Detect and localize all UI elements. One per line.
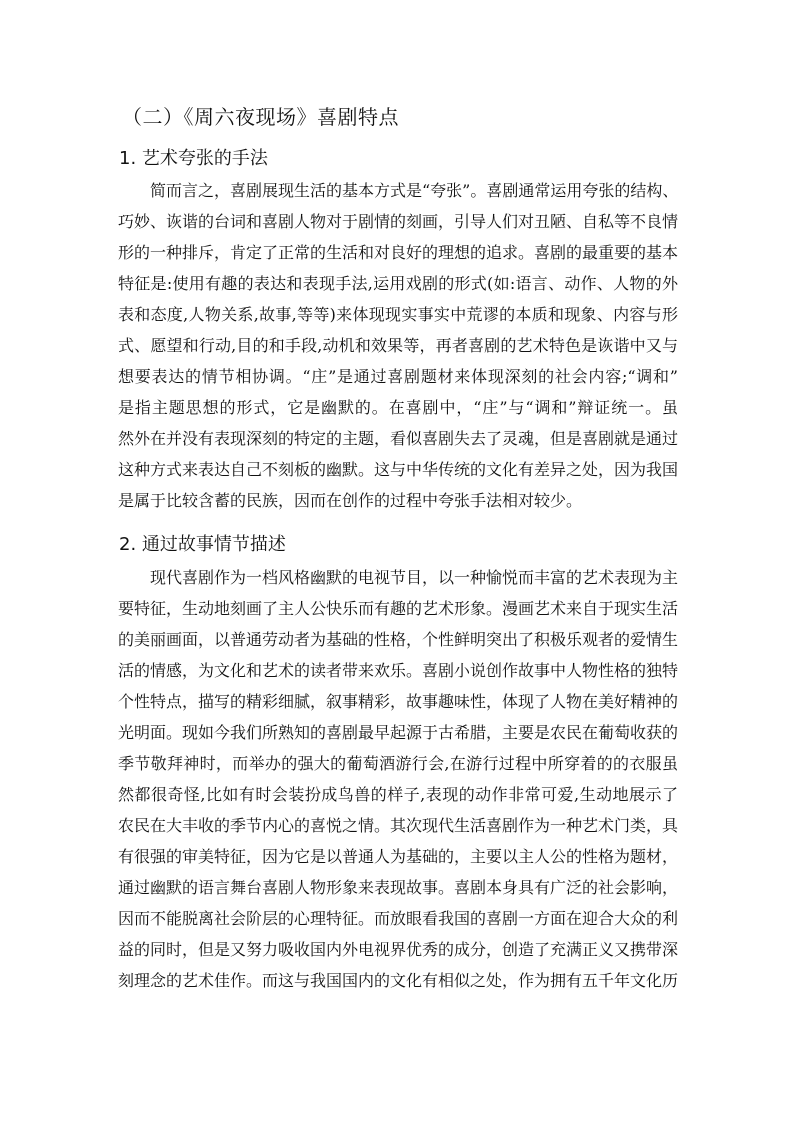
paragraph-line: 因而不能脱离社会阶层的心理特征。而放眼看我国的喜剧一方面在迎合大众的利: [118, 909, 678, 928]
paragraph-line: 简而言之，喜剧展现生活的基本方式是“夸张”。喜剧通常运用夸张的结构、: [150, 181, 678, 200]
paragraph-line: 刻理念的艺术佳作。而这与我国国内的文化有相似之处，作为拥有五千年文化历: [118, 971, 678, 990]
paragraph-line: 巧妙、诙谐的台词和喜剧人物对于剧情的刻画，引导人们对丑陋、自私等不良情: [118, 212, 678, 231]
section-title: （二）《周六夜现场》喜剧特点: [122, 105, 399, 129]
paragraph-line: 季节敬拜神时，而举办的强大的葡萄酒游行会,在游行过程中所穿着的的衣服虽: [118, 754, 678, 773]
paragraph-line: 要特征，生动地刻画了主人公快乐而有趣的艺术形象。漫画艺术来自于现实生活: [118, 599, 678, 618]
paragraph-line: 通过幽默的语言舞台喜剧人物形象来表现故事。喜剧本身具有广泛的社会影响，: [118, 878, 678, 897]
paragraph-line: 这种方式来表达自己不刻板的幽默。这与中华传统的文化有差异之处，因为我国: [118, 460, 678, 479]
paragraph-line: 特征是:使用有趣的表达和表现手法,运用戏剧的形式(如:语言、动作、人物的外: [118, 274, 678, 293]
paragraph-exaggeration: [118, 175, 678, 516]
paragraph-line: 光明面。现如今我们所熟知的喜剧最早起源于古希腊，主要是农民在葡萄收获的: [118, 723, 678, 742]
paragraph-line: 想要表达的情节相协调。“庄”是通过喜剧题材来体现深刻的社会内容;“调和”: [118, 367, 678, 386]
subheading-story-plot: 2. 通过故事情节描述: [119, 534, 286, 555]
paragraph-line: 有很强的审美特征，因为它是以普通人为基础的，主要以主人公的性格为题材，: [118, 847, 678, 866]
paragraph-line: 的美丽画面，以普通劳动者为基础的性格，个性鲜明突出了积极乐观者的爱情生: [118, 630, 678, 649]
paragraph-line: 形的一种排斥，肯定了正常的生活和对良好的理想的追求。喜剧的最重要的基本: [118, 243, 678, 262]
paragraph-line: 益的同时，但是又努力吸收国内外电视界优秀的成分，创造了充满正义又携带深: [118, 940, 678, 959]
paragraph-line: 活的情感，为文化和艺术的读者带来欢乐。喜剧小说创作故事中人物性格的独特: [118, 661, 678, 680]
subheading-exaggeration: 1. 艺术夸张的手法: [119, 148, 268, 169]
paragraph-line: 现代喜剧作为一档风格幽默的电视节目，以一种愉悦而丰富的艺术表现为主: [150, 568, 678, 587]
paragraph-line: 是属于比较含蓄的民族，因而在创作的过程中夸张手法相对较少。: [118, 491, 583, 510]
paragraph-line: 表和态度,人物关系,故事,等等)来体现现实事实中荒谬的本质和现象、内容与形: [118, 305, 678, 324]
paragraph-line: 式、愿望和行动,目的和手段,动机和效果等，再者喜剧的艺术特色是诙谐中又与: [118, 336, 678, 355]
paragraph-line: 农民在大丰收的季节内心的喜悦之情。其次现代生活喜剧作为一种艺术门类，具: [118, 816, 678, 835]
paragraph-line: 是指主题思想的形式，它是幽默的。在喜剧中，“庄”与“调和”辩证统一。虽: [118, 398, 678, 417]
paragraph-story-plot: [118, 562, 678, 996]
paragraph-line: 个性特点，描写的精彩细腻，叙事精彩，故事趣味性，体现了人物在美好精神的: [118, 692, 678, 711]
paragraph-line: 然外在并没有表现深刻的特定的主题，看似喜剧失去了灵魂，但是喜剧就是通过: [118, 429, 678, 448]
paragraph-line: 然都很奇怪,比如有时会装扮成鸟兽的样子,表现的动作非常可爱,生动地展示了: [118, 785, 678, 804]
